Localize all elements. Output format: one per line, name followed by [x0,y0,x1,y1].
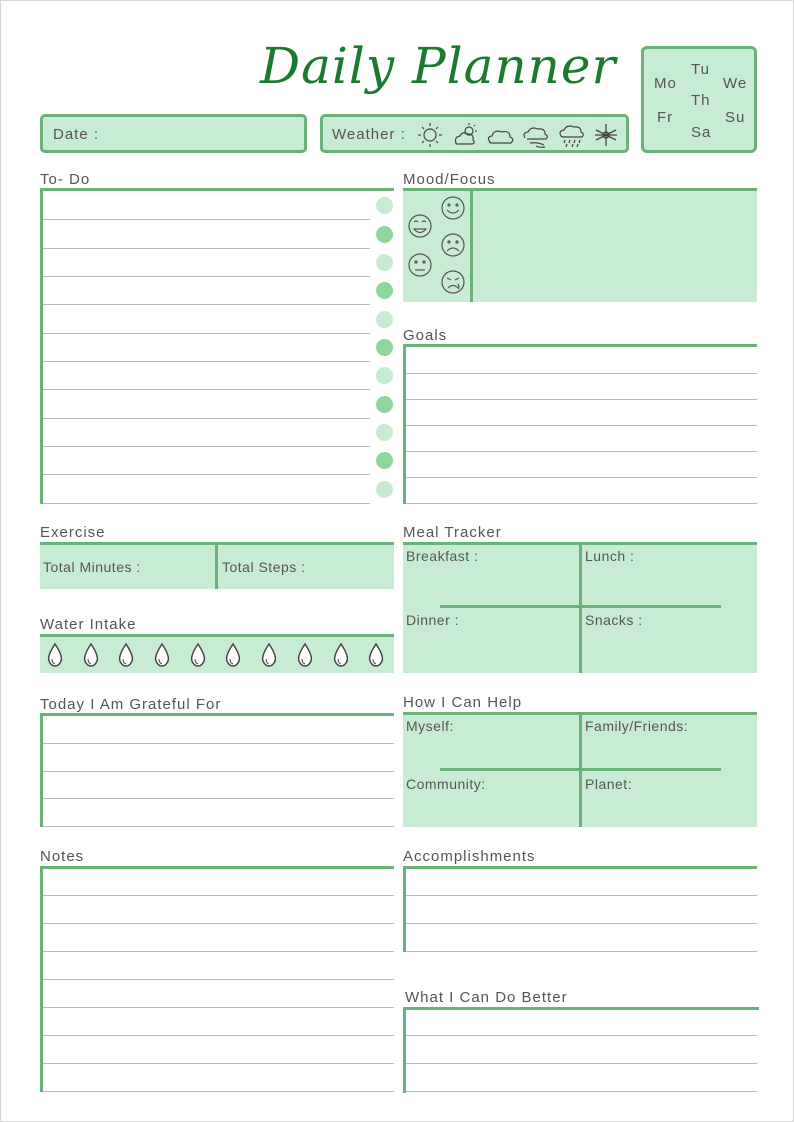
grateful-sideline [40,713,43,827]
todo-checkbox[interactable] [376,254,393,271]
day-su[interactable]: Su [725,109,746,126]
mood-divider [470,188,473,302]
dinner-label: Dinner : [406,612,460,628]
exercise-title: Exercise [40,524,106,541]
partly-cloudy-icon[interactable] [456,123,478,144]
notes-line[interactable] [43,1063,394,1064]
accomplishments-title: Accomplishments [403,848,536,865]
meal-hdivider [440,605,721,608]
goals-topline [403,344,757,347]
todo-checkbox[interactable] [376,452,393,469]
myself-label: Myself: [406,718,454,734]
water-drop-icon[interactable] [153,643,171,667]
sun-icon[interactable] [418,123,442,147]
date-label: Date : [53,126,100,143]
todo-checkbox[interactable] [376,396,393,413]
todo-line[interactable] [43,474,370,475]
goals-line[interactable] [406,373,757,374]
todo-checkbox[interactable] [376,424,393,441]
planet-label: Planet: [585,776,633,792]
day-tu[interactable]: Tu [691,61,710,78]
snacks-label: Snacks : [585,612,643,628]
water-drop-icon[interactable] [260,643,278,667]
cloud-icon[interactable] [488,131,512,143]
notes-line[interactable] [43,1035,394,1036]
grateful-title: Today I Am Grateful For [40,696,222,713]
better-line[interactable] [406,1035,757,1036]
todo-checkbox[interactable] [376,481,393,498]
todo-line[interactable] [43,333,370,334]
day-mo[interactable]: Mo [654,75,677,92]
better-topline [403,1007,759,1010]
goals-title: Goals [403,327,448,344]
day-selector[interactable] [641,46,757,153]
todo-line[interactable] [43,276,370,277]
notes-line[interactable] [43,951,394,952]
water-drop-icon[interactable] [189,643,207,667]
lunch-label: Lunch : [585,548,635,564]
notes-line[interactable] [43,923,394,924]
page-title [250,28,617,108]
day-sa[interactable]: Sa [691,124,712,141]
community-label: Community: [406,776,486,792]
water-drop-icon[interactable] [117,643,135,667]
todo-topline [40,188,394,191]
neutral-face-icon[interactable] [409,254,431,276]
todo-line[interactable] [43,361,370,362]
notes-line[interactable] [43,979,394,980]
breakfast-label: Breakfast : [406,548,479,564]
accomplishments-line[interactable] [406,951,757,952]
day-fr[interactable]: Fr [657,109,674,126]
accomplishments-topline [403,866,757,869]
grateful-topline [40,713,394,716]
todo-checkbox[interactable] [376,339,393,356]
todo-line[interactable] [43,446,370,447]
page-title-text: Daily Planner [260,37,617,95]
help-hdivider [440,768,721,771]
mood-faces [405,192,469,300]
goals-line[interactable] [406,503,757,504]
total-minutes-label: Total Minutes : [43,559,141,575]
accomplishments-sideline [403,866,406,952]
mood-title: Mood/Focus [403,171,496,188]
goals-line[interactable] [406,451,757,452]
exercise-divider [215,542,218,589]
total-steps-label: Total Steps : [222,559,306,575]
goals-sideline [403,344,406,504]
weather-field[interactable] [320,114,629,153]
todo-checkbox[interactable] [376,311,393,328]
windy-cloud-icon[interactable] [524,128,547,147]
grateful-line[interactable] [43,771,394,772]
water-title: Water Intake [40,616,137,633]
grateful-line[interactable] [43,798,394,799]
smiling-face-icon[interactable] [409,215,431,237]
notes-line[interactable] [43,1091,394,1092]
notes-line[interactable] [43,1007,394,1008]
todo-title: To- Do [40,171,91,188]
todo-line[interactable] [43,304,370,305]
better-line[interactable] [406,1063,757,1064]
todo-sideline [40,188,43,504]
upset-face-icon[interactable] [442,271,464,293]
family-friends-label: Family/Friends: [585,718,689,734]
water-drop-icon[interactable] [367,643,385,667]
todo-checkbox[interactable] [376,282,393,299]
todo-line[interactable] [43,389,370,390]
weather-icons [418,122,628,148]
todo-checkbox[interactable] [376,226,393,243]
accomplishments-line[interactable] [406,895,757,896]
goals-line[interactable] [406,425,757,426]
goals-line[interactable] [406,399,757,400]
better-title: What I Can Do Better [405,989,568,1006]
todo-line[interactable] [43,248,370,249]
mood-topline [403,188,757,191]
water-topline [40,634,394,637]
goals-line[interactable] [406,477,757,478]
help-title: How I Can Help [403,694,523,711]
date-field[interactable] [40,114,307,153]
water-drop-icon[interactable] [82,643,100,667]
water-drop-icon[interactable] [224,643,242,667]
todo-line[interactable] [43,418,370,419]
todo-line[interactable] [43,219,370,220]
better-sideline [403,1007,406,1093]
notes-topline [40,866,394,869]
water-drop-icon[interactable] [46,643,64,667]
grateful-line[interactable] [43,826,394,827]
weather-label: Weather : [332,126,406,143]
todo-line[interactable] [43,503,370,504]
notes-line[interactable] [43,895,394,896]
grateful-line[interactable] [43,743,394,744]
meal-title: Meal Tracker [403,524,502,541]
snowflake-icon[interactable] [595,124,617,146]
todo-checkbox[interactable] [376,367,393,384]
accomplishments-line[interactable] [406,923,757,924]
sad-face-icon[interactable] [442,234,464,256]
water-drop-icon[interactable] [296,643,314,667]
happy-face-icon[interactable] [442,197,464,219]
better-line[interactable] [406,1091,757,1092]
rain-cloud-icon[interactable] [560,126,583,147]
day-we[interactable]: We [723,75,748,92]
notes-title: Notes [40,848,85,865]
water-drop-icon[interactable] [332,643,350,667]
todo-checkbox[interactable] [376,197,393,214]
day-th[interactable]: Th [691,92,711,109]
